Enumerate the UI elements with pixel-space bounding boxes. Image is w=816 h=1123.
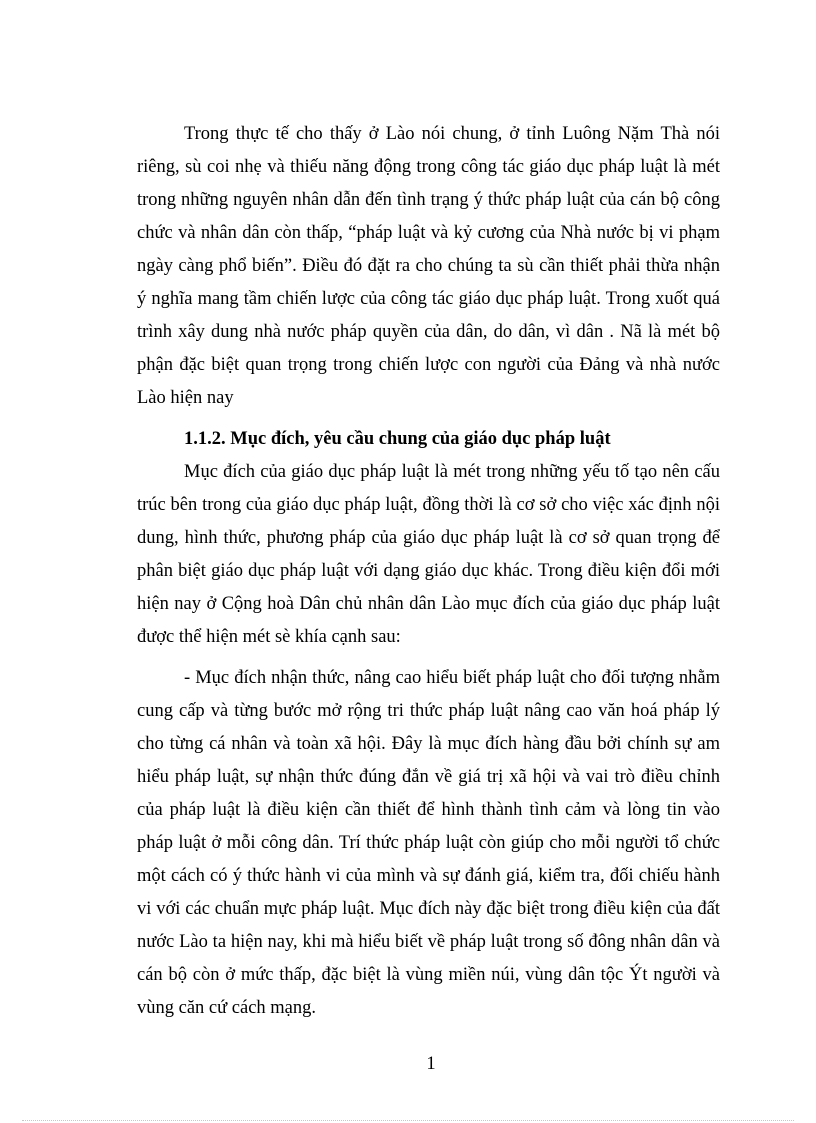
body-paragraph-purpose: Mục đích của giáo dục pháp luật là mét trong những yếu tố tạo nên cấu trúc bên trong của giáo dục pháp luật, đồng thời là cơ sở cho việc xác định nội dung, hình thức, phương pháp của giáo dục pháp luật là cơ sở quan trọng để phân biệt giáo dục pháp luật với dạng giáo dục khác. Trong điều kiện đổi mới hiện nay ở Cộng hoà Dân chủ nhân dân Lào mục đích của giáo dục pháp luật được thể hiện mét sè khía cạnh sau: — [137, 462, 720, 647]
intro-paragraph: Trong thực tế cho thấy ở Lào nói chung, ở tỉnh Luông Nặm Thà nói riêng, sù coi nhẹ và thiếu năng động trong công tác giáo dục pháp luật là mét trong những nguyên nhân dẫn đến tình trạng ý thức pháp luật của cán bộ công chức và nhân dân còn thấp, “pháp luật và kỷ cương của Nhà nước bị vi phạm ngày càng phổ biến”. Điều đó đặt ra cho chúng ta sù cần thiết phải thừa nhận ý nghĩa mang tầm chiến lược của công tác giáo dục pháp luật. Trong xuốt quá trình xây dung nhà nước pháp quyền của dân, do dân, vì dân . Nã là mét bộ phận đặc biệt quan trọng trong chiến lược con người của Đảng và nhà nước Lào hiện nay — [137, 124, 720, 408]
page-content — [137, 118, 720, 1025]
page-bottom-divider — [22, 1120, 794, 1121]
section-heading: 1.1.2. Mục đích, yêu cầu chung của giáo dục pháp luật — [184, 429, 611, 449]
page-number: 1 — [426, 1054, 436, 1074]
body-paragraph-awareness: - Mục đích nhận thức, nâng cao hiểu biết pháp luật cho đối tượng nhằm cung cấp và từng bước mở rộng tri thức pháp luật nâng cao văn hoá pháp lý cho từng cá nhân và toàn xã hội. Đây là mục đích hàng đầu bởi chính sự am hiểu pháp luật, sự nhận thức đúng đắn về giá trị xã hội và vai trò điều chỉnh của pháp luật là điều kiện cần thiết để hình thành tình cảm và lòng tin vào pháp luật ở mỗi công dân. Trí thức pháp luật còn giúp cho mỗi người tổ chức một cách có ý thức hành vi của mình và sự đánh giá, kiểm tra, đối chiếu hành vi với các chuẩn mực pháp luật. Mục đích này đặc biệt trong điều kiện của đất nước Lào ta hiện nay, khi mà hiểu biết về pháp luật trong số đông nhân dân và cán bộ còn ở mức thấp, đặc biệt là vùng miền núi, vùng dân tộc Ýt người và vùng căn cứ cách mạng. — [137, 668, 720, 1018]
